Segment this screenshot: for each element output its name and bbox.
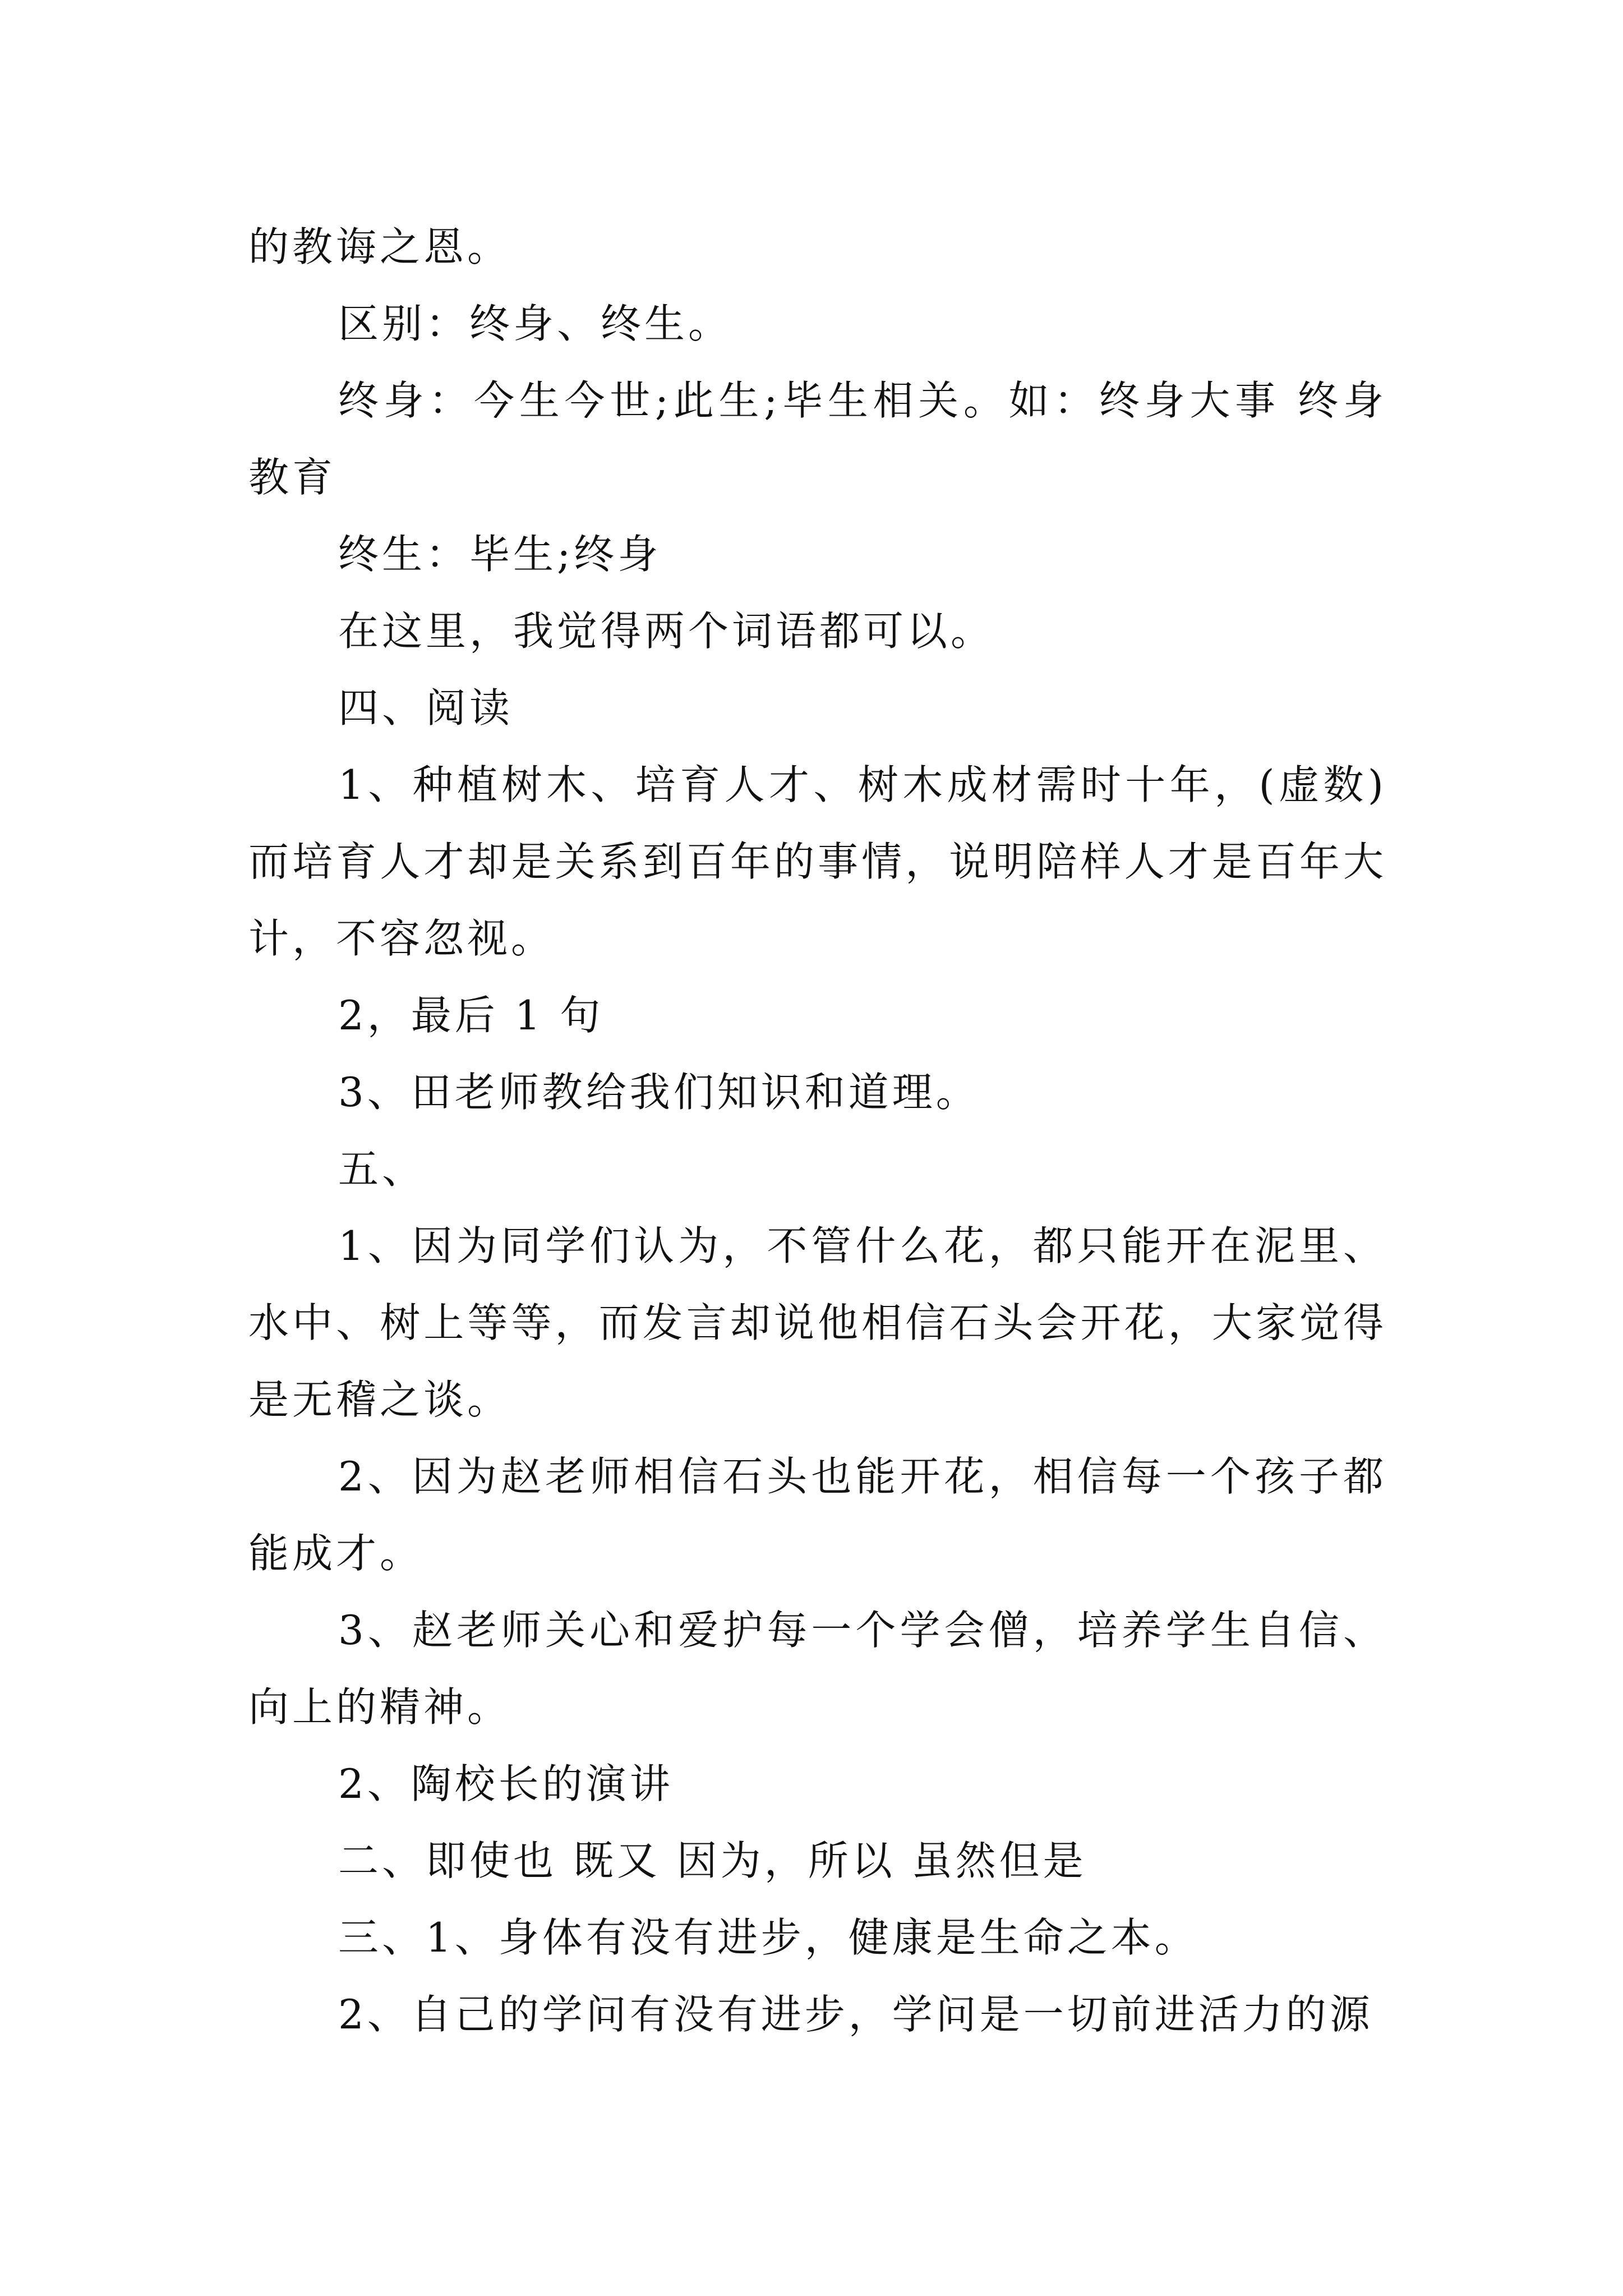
paragraph-9: 3、田老师教给我们知识和道理。	[338, 1069, 980, 1116]
paragraph-1: 的教诲之恩。	[248, 223, 511, 270]
paragraph-12: 2、因为赵老师相信石头也能开花，相信每一个孩子都能成才。	[248, 1453, 1387, 1577]
paragraph-16: 三、1、身体有没有进步，健康是生命之本。	[338, 1914, 1198, 1961]
section-heading-speech: 2、陶校长的演讲	[338, 1760, 674, 1807]
paragraph-8: 2，最后 1 句	[338, 992, 604, 1039]
paragraph-4: 终生：毕生;终身	[338, 531, 662, 578]
paragraph-3: 终身：今生今世;此生;毕生相关。如：终身大事 终身教育	[248, 377, 1387, 501]
section-heading-five: 五、	[338, 1145, 426, 1193]
paragraph-15: 二、即使也 既又 因为，所以 虽然但是	[338, 1837, 1087, 1884]
paragraph-2: 区别：终身、终生。	[338, 300, 732, 347]
document-body	[248, 209, 1387, 2053]
paragraph-11: 1、因为同学们认为，不管什么花，都只能开在泥里、水中、树上等等，而发言却说他相信石头会开花，大家觉得是无稽之谈。	[248, 1222, 1387, 1423]
paragraph-17: 2、自己的学问有没有进步，学问是一切前进活力的源	[338, 1991, 1373, 2038]
paragraph-5: 在这里，我觉得两个词语都可以。	[338, 608, 995, 655]
paragraph-13: 3、赵老师关心和爱护每一个学会僧，培养学生自信、向上的精神。	[248, 1607, 1387, 1731]
paragraph-7: 1、种植树木、培育人才、树木成材需时十年，(虚数)而培育人才却是关系到百年的事情，说明陪样人才是百年大计，不容忽视。	[248, 761, 1387, 962]
section-heading-reading: 四、阅读	[338, 684, 514, 731]
